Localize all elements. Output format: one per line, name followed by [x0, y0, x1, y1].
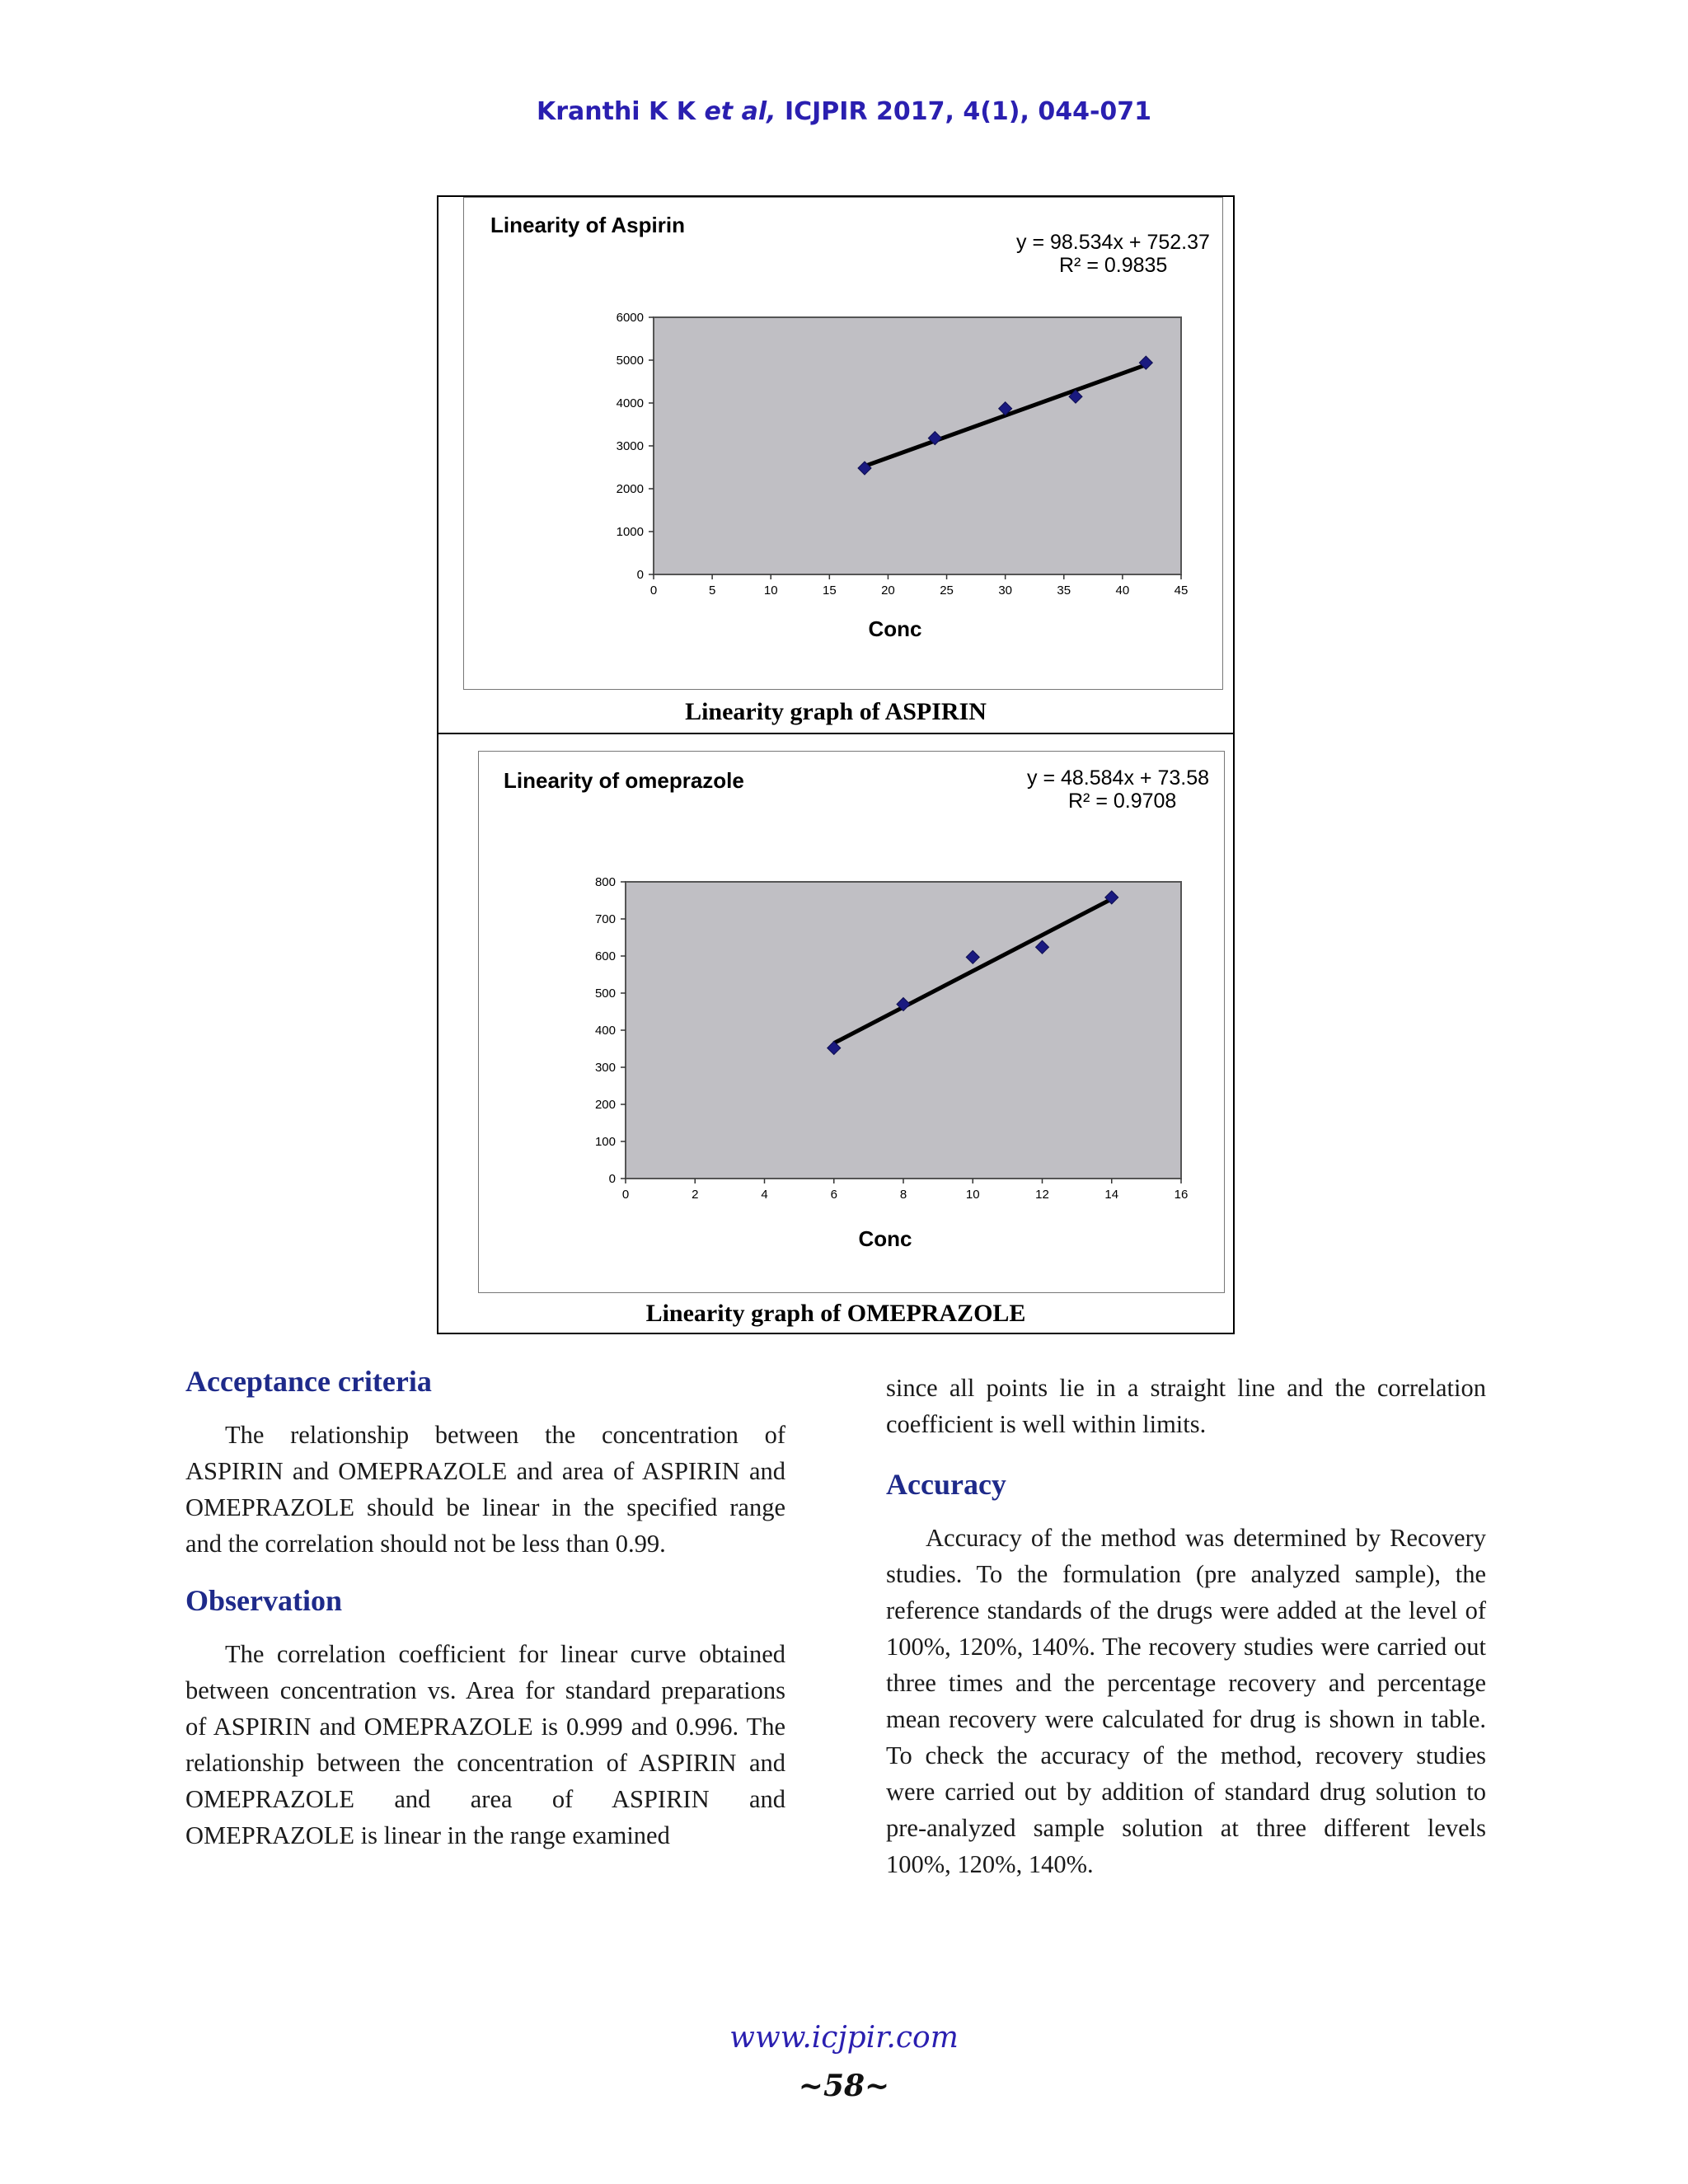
- x-tick-label: 45: [1174, 583, 1189, 598]
- x-axis-label: Conc: [868, 616, 922, 641]
- figure-divider: [438, 733, 1233, 734]
- x-tick-label: 10: [965, 1188, 980, 1202]
- observation-heading: Observation: [185, 1584, 343, 1617]
- acceptance-criteria-heading: Acceptance criteria: [185, 1365, 432, 1398]
- x-tick-label: 40: [1115, 583, 1130, 598]
- header-authors: Kranthi K K: [536, 97, 696, 126]
- accuracy-heading: Accuracy: [886, 1468, 1006, 1501]
- r-squared-label: R² = 0.9835: [1059, 254, 1168, 277]
- x-axis-label: Conc: [858, 1226, 912, 1251]
- y-tick-label: 400: [594, 1024, 616, 1038]
- x-tick-label: 0: [621, 1188, 630, 1202]
- y-tick-label: 3000: [616, 439, 644, 453]
- y-tick-label: 200: [594, 1098, 616, 1112]
- x-tick-label: 4: [761, 1188, 768, 1202]
- chart-title: Linearity of Aspirin: [490, 213, 685, 237]
- y-tick-label: 2000: [616, 482, 644, 496]
- aspirin-figure-caption: Linearity graph of ASPIRIN: [685, 698, 987, 725]
- acceptance-criteria-paragraph: The relationship between the concentration of ASPIRIN and OMEPRAZOLE and area of ASPIRIN and OMEPRAZOLE should be linear in the specified range and the correlation should not be less than 0.99.: [185, 1421, 785, 1558]
- linearity-figure-box: [437, 195, 1235, 1334]
- x-tick-label: 8: [899, 1188, 907, 1202]
- header-etal: et al,: [704, 97, 776, 126]
- continuation-paragraph: since all points lie in a straight line and the correlation coefficient is well within limits.: [886, 1374, 1486, 1438]
- x-tick-label: 14: [1104, 1188, 1119, 1202]
- y-tick-label: 800: [594, 875, 616, 889]
- y-tick-label: 100: [594, 1135, 616, 1149]
- y-tick-label: 600: [594, 949, 616, 963]
- y-tick-label: 0: [636, 568, 644, 582]
- y-tick-label: 5000: [616, 354, 644, 368]
- footer-url: www.icjpir.com: [729, 2021, 959, 2055]
- r-squared-label: R² = 0.9708: [1068, 790, 1177, 813]
- chart-title: Linearity of omeprazole: [504, 768, 744, 793]
- running-header: [0, 97, 1688, 126]
- plot-area: [626, 882, 1181, 1179]
- x-tick-label: 16: [1174, 1188, 1189, 1202]
- trendline-equation: y = 98.534x + 752.37: [1016, 231, 1210, 254]
- x-tick-label: 12: [1035, 1188, 1049, 1202]
- omeprazole-linearity-chart: [479, 752, 1224, 1292]
- x-tick-label: 10: [763, 583, 778, 598]
- accuracy-paragraph: Accuracy of the method was determined by Recovery studies. To the formulation (pre analyzed sample), the reference standards of the drugs were added at the level of 100%, 120%, 140%. The recovery studies were carried out three times and the percentage recovery and percentage mean recovery were calculated for drug is shown in table. To check the accuracy of the method, recovery studies were carried out by addition of standard drug solution to pre-analyzed sample solution at three different levels 100%, 120%, 140%.: [886, 1524, 1486, 1878]
- aspirin-linearity-chart: [464, 198, 1222, 689]
- left-column: [185, 1364, 785, 1854]
- x-tick-label: 30: [998, 583, 1013, 598]
- x-tick-label: 0: [649, 583, 658, 598]
- x-tick-label: 15: [822, 583, 837, 598]
- right-column: [886, 1370, 1486, 1882]
- aspirin-chart-frame: [463, 197, 1223, 690]
- x-tick-label: 6: [830, 1188, 837, 1202]
- y-tick-label: 0: [608, 1172, 616, 1186]
- y-tick-label: 1000: [616, 525, 644, 539]
- x-tick-label: 5: [708, 583, 716, 598]
- header-citation: ICJPIR 2017, 4(1), 044-071: [784, 97, 1152, 126]
- x-tick-label: 25: [940, 583, 954, 598]
- y-tick-label: 700: [594, 912, 616, 926]
- observation-paragraph: The correlation coefficient for linear curve obtained between concentration vs. Area for standard preparations of ASPIRIN and OMEPRAZOLE is 0.999 and 0.996. The relationship between the concentration of ASPIRIN and OMEPRAZOLE and area of ASPIRIN and OMEPRAZOLE is linear in the range examined: [185, 1640, 785, 1849]
- y-tick-label: 500: [594, 987, 616, 1001]
- x-tick-label: 20: [881, 583, 895, 598]
- x-tick-label: 35: [1057, 583, 1071, 598]
- y-tick-label: 6000: [616, 311, 644, 325]
- y-tick-label: 4000: [616, 396, 644, 410]
- footer-page-number: ~58~: [798, 2069, 890, 2103]
- y-tick-label: 300: [594, 1061, 616, 1075]
- omeprazole-chart-frame: [478, 751, 1225, 1293]
- trendline-equation: y = 48.584x + 73.58: [1027, 766, 1210, 790]
- omeprazole-figure-caption: Linearity graph of OMEPRAZOLE: [645, 1300, 1026, 1327]
- x-tick-label: 2: [692, 1188, 699, 1202]
